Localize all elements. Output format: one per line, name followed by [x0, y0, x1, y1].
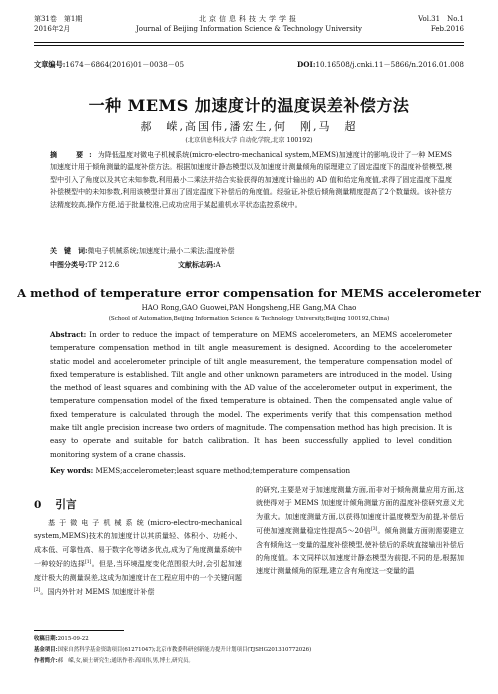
journal-name-cn: 北京信息科技大学学报: [199, 15, 299, 23]
journal-name-en: Journal of Beijing Information Science & Technology University: [135, 25, 362, 33]
author-text: 郝 嵘,女,硕士研究生;通讯作者:高国伟,男,博士,研究员。: [57, 658, 194, 664]
abstract-cn-text: 为降低温度对微电子机械系统(micro-electro-mechanical system,MEMS)加速度计的影响,设计了一种 MEMS 加速度计用于倾角测量的温度补偿方法。根据加速度计静态模型以及加速度计测量倾角的原理建立了固定温度下的温度补偿模型,模型中引入了角度以及其它未知参数,利用最小二乘法并结合实验获得的加速度计输出的 AD 值和给定角度值,求得了固定温度下温度补偿模型中的未知参数,利用该模型计算出了固定温度下补偿后的角度值。经验证,补偿后倾角测量精度提高了2个数量级。该补偿方法精度较高,操作方便,适于批量校准,已成功应用于某起重机水平状态监控系统中。: [50, 151, 452, 209]
author-label: 作者简介:: [34, 658, 58, 664]
section-heading: [34, 497, 77, 512]
body-left-p3: 。国内外针对 MEMS 加速度计补偿: [40, 587, 155, 597]
footnote-received: [34, 634, 464, 645]
keywords-en-text: MEMS;accelerometer;least square method;temperature compensation: [95, 466, 351, 475]
body-column-left: [34, 516, 242, 598]
section-title: 引言: [55, 499, 77, 511]
doc-code-value: A: [215, 261, 221, 269]
footnote-author: [34, 656, 464, 667]
citation-3: [3]: [370, 527, 378, 533]
classification: [50, 260, 452, 270]
body-column-right: [256, 483, 464, 578]
body-left-p1: 基于微电子机械系统(micro-electro-mechanical system,MEMS)技术的加速度计以其质量轻、体积小、功耗小、成本低、可靠性高、易于数字化等诸多优点,成为了角度测量系统中一种较好的选择: [34, 518, 242, 569]
header-rule-thick: [34, 42, 464, 43]
abstract-cn: [50, 149, 452, 211]
date-cn: 2016年2月: [34, 25, 71, 33]
body-right-p1: 的研究,主要是对于加速度测量方面,而非对于倾角测量应用方面,这就使得对于 MEMS 加速度计倾角测量方面的温度补偿研究意义尤为重大。加速度测量方面,以获得加速度计温度模型为前提,补偿后可使加速度测量稳定性提高5～20倍: [256, 485, 464, 536]
body-right-p2: 。倾角测量方面则需要建立含有倾角这一变量的温度补偿模型,使补偿后的系统直接输出补偿后的角度值。本文同样以加速度计静态模型为前提,不同的是,根据加速度计测量倾角的原理,建立含有角度这一变量的温: [256, 526, 464, 576]
article-no-label: 文章编号:: [34, 60, 66, 69]
keywords-cn-text: 微电子机械系统;加速度计;最小二乘法;温度补偿: [87, 247, 235, 255]
clc-number: TP 212.6: [87, 261, 120, 269]
footnote-rule: [34, 630, 124, 631]
footnote-fund: [34, 645, 464, 656]
body-left-p2: 。但是,当环境温度变化范围很大时,会引起加速度计极大的测量误差,这成为加速度计在工程应用中的一个关键问题: [34, 559, 243, 582]
abstract-en-text: In order to reduce the impact of temperature on MEMS accelerometers, an MEMS accelerometer temperature compensation method in tilt angle measurement is designed. According to the accelerometer static model and accelerometer principle of tilt angle measurement, the temperature compensation model of fixed temperature is established. Tilt angle and other unknown parameters are introduced in the model. Using the method of least squares and combining with the AD value of the accelerometer output in experiment, the temperature compensation model of the fixed temperature is obtained. Then the compensated angle value of fixed temperature is calculated through the model. The experiments verify that this compensation method make tilt angle precision increase two orders of magnitude. The compensation method has high precision. It is easy to operate and suitable for batch calibration. It has been successfully applied to level condition monitoring system of a crane chassis.: [50, 330, 452, 459]
doc-code-label: 文献标志码:: [178, 260, 216, 269]
citation-2: [2]: [34, 588, 41, 594]
header-center: [34, 14, 464, 34]
authors-en: HAO Rong,GAO Guowei,PAN Hongsheng,HE Gang,MA Chao: [141, 304, 357, 312]
title-en: A method of temperature error compensation for MEMS accelerometer: [17, 286, 481, 300]
title-cn: 一种 MEMS 加速度计的温度误差补偿方法: [88, 96, 410, 115]
volume-en: Vol.31 No.1: [418, 15, 464, 23]
running-header: [34, 14, 464, 44]
abstract-en: [50, 328, 452, 461]
volume-cn: 第31卷 第1期: [34, 15, 83, 23]
section-number: 0: [34, 499, 42, 511]
abstract-cn-label: 摘 要:: [50, 150, 98, 159]
received-label: 收稿日期:: [34, 636, 58, 642]
authors-cn: 郝 嵘,高国伟,潘宏生,何 刚,马 超: [140, 120, 358, 133]
affiliation-cn: (北京信息科技大学 自动化学院,北京 100192): [185, 137, 313, 144]
header-right: [418, 14, 464, 34]
doi: 10.16508/j.cnki.11－5866/n.2016.01.008: [315, 60, 464, 69]
citation-1: [1]: [85, 560, 92, 566]
clc-label: 中图分类号:: [50, 260, 88, 269]
fund-label: 基金项目:: [34, 647, 58, 653]
affiliation-en: (School of Automation,Beijing Information Science & Technology University,Beijing 100192,China): [108, 316, 390, 322]
doi-line: [297, 60, 464, 70]
date-en: Feb.2016: [430, 25, 464, 33]
doc-code: [178, 260, 221, 270]
keywords-en-label: Key words:: [50, 466, 94, 475]
article-no: 1674－6864(2016)01－0038－05: [65, 60, 185, 69]
fund-text: 国家自然科学基金资助项目(61271047);北京市教委科研创新能力提升计划项目(TJSHG201310772026): [57, 647, 312, 653]
received-date: 2015-09-22: [57, 636, 89, 642]
footnotes: [34, 634, 464, 667]
doi-label: DOI:: [296, 60, 316, 69]
abstract-en-label: Abstract:: [50, 330, 87, 339]
keywords-cn-label: 关 键 词:: [50, 246, 88, 255]
header-rule-thin: [34, 45, 464, 46]
article-info: [34, 60, 464, 70]
keywords-cn: [50, 246, 452, 256]
keywords-en: [50, 466, 452, 475]
